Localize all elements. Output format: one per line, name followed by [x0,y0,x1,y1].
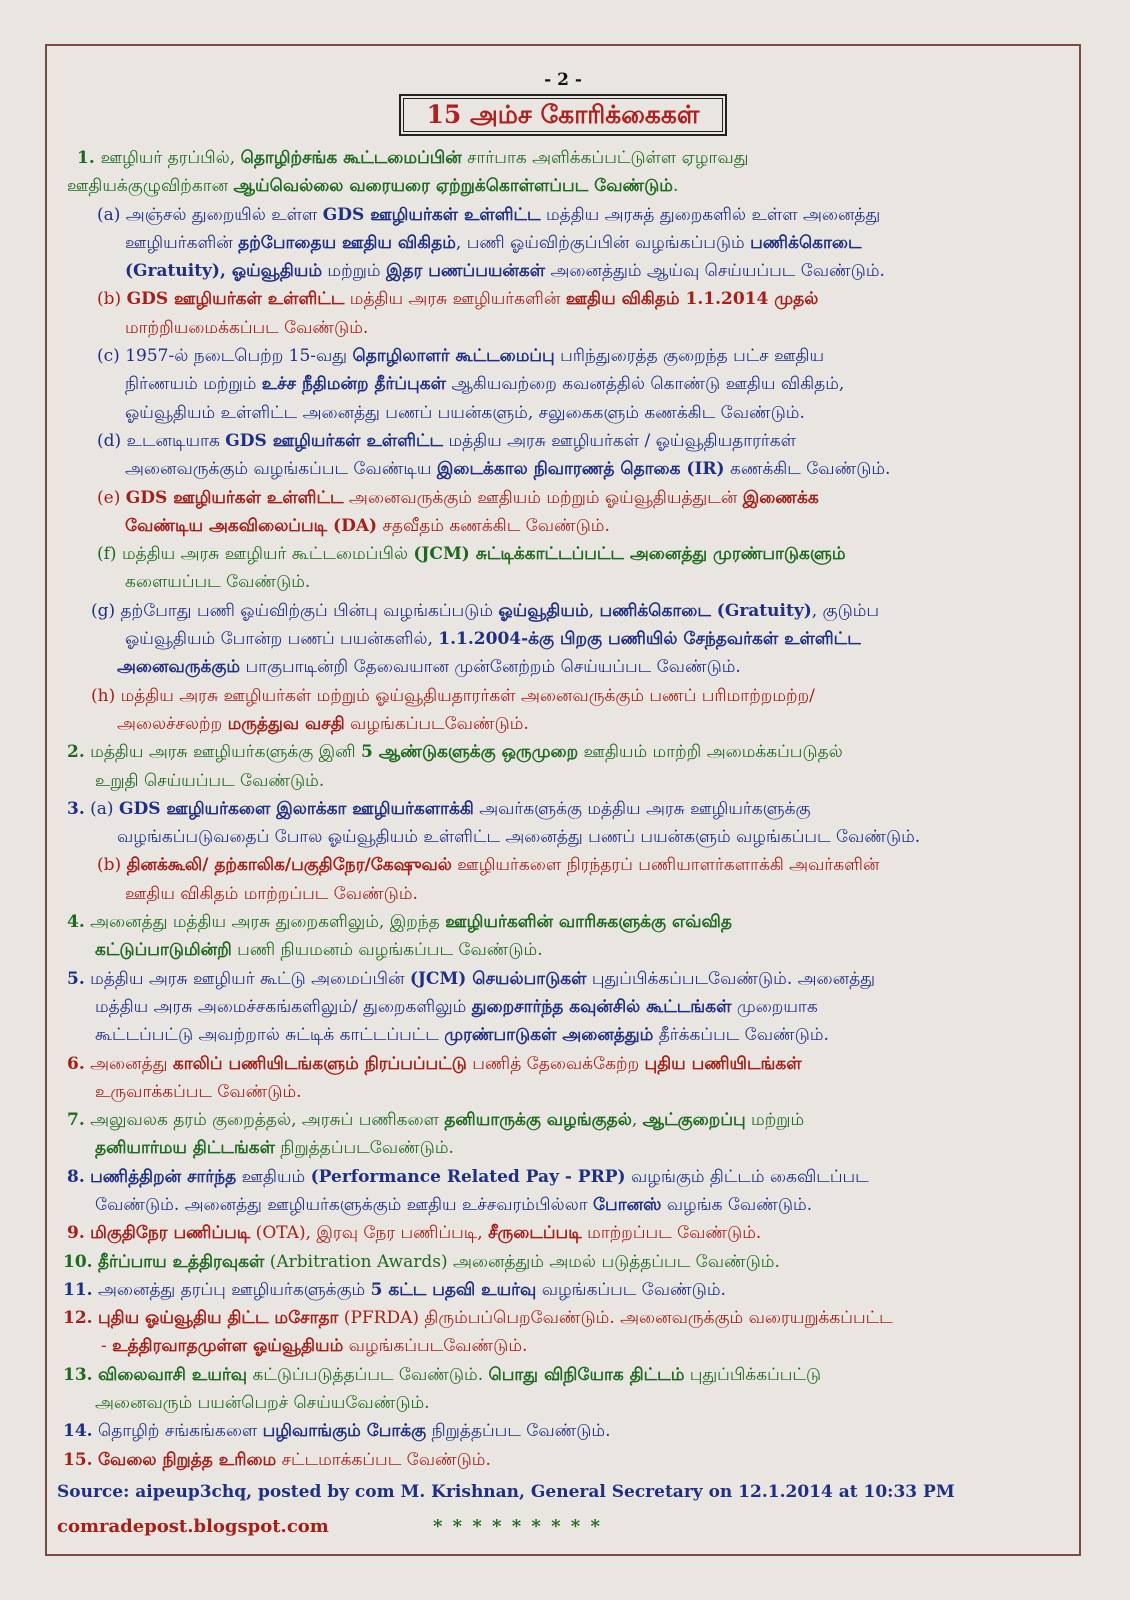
emphasis-text: 14. [63,1421,93,1442]
body-text: (OTA), இரவு நேர பணிப்படி, [250,1223,489,1244]
demand-line [57,823,1069,851]
body-text: உறுதி செய்யப்பட வேண்டும். [95,770,325,791]
demand-line [57,568,1069,596]
emphasis-text: ஊழியர்களின் வாரிசுகளுக்கு எவ்வித [445,912,732,933]
emphasis-text: புதிய பணியிடங்கள் [644,1053,802,1074]
emphasis-text: தொழிற்சங்க கூட்டமைப்பின் [240,148,462,168]
body-text: ஊழியர் தரப்பில், [100,148,241,168]
page-title: 15 அம்ச கோரிக்கைகள் [403,98,723,132]
body-text: தொழிற் சங்கங்களை [92,1421,263,1442]
demand-line [57,1446,1069,1474]
demand-line [57,1078,1069,1106]
body-text: அனைத்து தரப்பு ஊழியர்களுக்கும் [92,1279,371,1300]
emphasis-text: பணித்திறன் சார்ந்த [90,1166,237,1187]
document-content [57,70,1069,1544]
demand-line [57,512,1069,540]
body-text: உருவாக்கப்பட வேண்டும். [95,1081,302,1102]
body-text: நிர்ணயம் மற்றும் [125,374,262,395]
body-text: மற்றும் [322,261,386,282]
body-text: மாற்றப்பட வேண்டும். [581,1223,762,1244]
emphasis-text: 11. [63,1279,93,1300]
emphasis-text: தற்போதைய ஊதிய விகிதம் [238,232,456,253]
body-text: (b) [97,855,127,876]
body-text: - [101,1336,113,1357]
body-text: மத்திய அரசு அமைச்சகங்களிலும்/ துறைகளிலும் [95,996,472,1017]
body-text: வழங்கும் திட்டம் கைவிடப்பட [625,1166,869,1187]
demand-line [57,1134,1069,1162]
title-box [399,94,727,136]
body-text: (f) மத்திய அரசு ஊழியர் கூட்டமைப்பில் [97,544,414,565]
blog-url[interactable]: comradepost.blogspot.com [57,1515,329,1537]
demand-line [57,1417,1069,1445]
body-text: ஓய்வூதியம் உள்ளிட்ட அனைத்து பணப் பயன்களும், சலுகைகளும் கணக்கிட வேண்டும். [125,402,805,423]
body-text: , [631,1110,643,1131]
body-text: ஊழியர்களின் [125,232,239,253]
emphasis-text: முரண்பாடுகள் அனைத்தும் [444,1025,654,1046]
body-text: அனைத்தும் ஆய்வு செய்யப்பட வேண்டும். [545,261,885,282]
body-text: மத்திய அரசுத் துறைகளில் உள்ள அனைத்து [540,204,881,225]
demand-line [57,257,1069,285]
body-text: மாற்றியமைக்கப்பட வேண்டும். [125,317,369,338]
emphasis-text: 12. [63,1308,93,1329]
demand-line [57,710,1069,738]
demand-line [57,625,1069,653]
demand-line [57,965,1069,993]
demand-line [57,427,1069,455]
body-text: வழங்கப்படவேண்டும். [344,713,529,734]
emphasis-text: விலைவாசி உயர்வு [97,1364,248,1385]
body-text: ஊதியம் மாற்றி அமைக்கப்படுதல் [578,742,843,763]
body-text: , [588,600,600,621]
body-text: சட்டமாக்கப்பட வேண்டும். [276,1449,491,1470]
body-text: அலைச்சலற்ற [117,713,228,734]
demand-line [57,936,1069,964]
body-text: அனைத்து மத்திய அரசு துறைகளிலும், இறந்த [84,912,446,933]
emphasis-text: 10. [63,1251,93,1272]
demand-line [57,738,1069,766]
demand-line [57,880,1069,908]
body-text: அவர்களுக்கு மத்திய அரசு ஊழியர்களுக்கு [473,798,811,819]
demand-line [57,1248,1069,1276]
emphasis-text: கட்டுப்பாடுமின்றி [95,940,232,961]
emphasis-text: (JCM) சுட்டிக்காட்டப்பட்ட அனைத்து முரண்பாடுகளும் [413,544,846,565]
emphasis-text: 9. [67,1223,85,1244]
demand-line [57,1163,1069,1191]
body-text: பணித் தேவைக்கேற்ற [466,1053,645,1074]
emphasis-text: 6. [67,1053,85,1074]
body-text: ஆகியவற்றை கவனத்தில் கொண்டு ஊதிய விகிதம், [445,374,845,395]
body-text: ஊதியக்குழுவிற்கான [67,176,234,197]
demand-line [57,455,1069,483]
emphasis-text: இணைக்க [742,487,819,508]
body-text: அனைத்து [84,1053,173,1074]
body-text: மத்திய அரசு ஊழியர்களின் [344,289,566,310]
emphasis-text: (Performance Related Pay - PRP) [310,1166,626,1187]
emphasis-text: துறைசார்ந்த கவுன்சில் கூட்டங்கள் [471,996,732,1017]
body-text: களையப்பட வேண்டும். [125,572,311,593]
body-text: வழங்கப்படுவதைப் போல ஓய்வூதியம் உள்ளிட்ட அனைத்து பணப் பயன்களும் வழங்கப்பட வேண்டும். [117,827,921,848]
demand-line [57,1304,1069,1332]
emphasis-text: 1.1.2004-க்கு பிறகு பணியில் சேந்தவர்கள் உள்ளிட்ட [438,629,861,650]
emphasis-text: 3. [67,798,85,819]
emphasis-text: உச்ச நீதிமன்ற தீர்ப்புகள் [261,374,446,395]
demand-line [57,484,1069,512]
emphasis-text: தனியார்மய திட்டங்கள் [95,1138,276,1159]
demand-line [57,597,1069,625]
emphasis-text: இதர பணப்பயன்கள் [385,261,546,282]
emphasis-text: வேலை நிறுத்த உரிமை [97,1449,277,1470]
emphasis-text: தொழிலாளர் கூட்டமைப்பு [352,346,555,367]
emphasis-text: (JCM) செயல்பாடுகள் [409,968,587,989]
body-text: கட்டுப்படுத்தப்பட வேண்டும். [247,1364,489,1385]
emphasis-text: பழிவாங்கும் போக்கு [262,1421,427,1442]
demand-line [57,993,1069,1021]
demand-line [57,342,1069,370]
emphasis-text: பணிக்கொடை [750,232,862,253]
emphasis-text: 5 ஆண்டுகளுக்கு ஒருமுறை [360,742,579,763]
body-text: சார்பாக அளிக்கப்பட்டுள்ள ஏழாவது [461,148,749,168]
demand-line [57,1021,1069,1049]
demand-line [57,399,1069,427]
demand-line [57,229,1069,257]
emphasis-text: புதிய ஓய்வூதிய திட்ட மசோதா [97,1308,339,1329]
demand-line [57,1389,1069,1417]
body-text: வழங்கப்படவேண்டும். [343,1336,528,1357]
body-text: (h) மத்திய அரசு ஊழியர்கள் மற்றும் ஓய்வூதியதாரர்கள் அனைவருக்கும் பணப் பரிமாற்றமற்ற/ [91,685,815,706]
body-text: (d) உடனடியாக [97,430,226,451]
body-text: கணக்கிட வேண்டும். [724,459,891,480]
emphasis-text: வேண்டிய அகவிலைப்படி (DA) [125,515,378,536]
demand-line [57,908,1069,936]
body-text: மத்திய அரசு ஊழியர்களுக்கு இனி [84,742,361,763]
emphasis-text: 2. [67,742,85,763]
body-text: பணி நியமனம் வழங்கப்பட வேண்டும். [231,940,543,961]
body-text: ஊதியம் [236,1166,311,1187]
demand-line [57,1219,1069,1247]
body-text: நிறுத்தப்படவேண்டும். [275,1138,454,1159]
body-text: ஓய்வூதியம் போன்ற பணப் பயன்களில், [125,629,439,650]
emphasis-text: 4. [67,912,85,933]
emphasis-text: உத்திரவாதமுள்ள ஓய்வூதியம் [112,1336,344,1357]
body-text: (c) 1957-ல் நடைபெற்ற 15-வது [97,346,353,367]
demands-list [57,144,1069,1474]
demand-line [57,1361,1069,1389]
emphasis-text: (Gratuity), ஓய்வூதியம் [125,261,323,282]
emphasis-text: 1. [77,148,101,168]
body-text: (b) [97,289,127,310]
demand-line [57,314,1069,342]
demand-line [57,1050,1069,1078]
source-line: Source: aipeup3chq, posted by com M. Krishnan, General Secretary on 12.1.2014 at 10:33 PM [57,1481,955,1502]
emphasis-text: 8. [67,1166,85,1187]
body-text: மத்திய அரசு ஊழியர் கூட்டு அமைப்பின் [84,968,410,989]
body-text: (a) அஞ்சல் துறையில் உள்ள [97,204,323,225]
emphasis-text: 7. [67,1110,85,1131]
emphasis-text: ஆட்குறைப்பு [642,1110,746,1131]
emphasis-text: மிகுதிநேர பணிப்படி [90,1223,251,1244]
body-text: சதவீதம் கணக்கிட வேண்டும். [377,515,610,536]
body-text: மற்றும் [745,1110,805,1131]
emphasis-text: பணிக்கொடை (Gratuity) [599,600,812,621]
demand-line [57,370,1069,398]
body-text: கூட்டப்பட்டு அவற்றால் சுட்டிக் காட்டப்பட்ட [95,1025,445,1046]
emphasis-text: ஊதிய விகிதம் 1.1.2014 முதல் [565,289,819,310]
emphasis-text: GDS ஊழியர்களை இலாக்கா ஊழியர்களாக்கி [118,798,474,819]
body-text: வழங்க வேண்டும். [661,1194,813,1215]
emphasis-text: ஆய்வெல்லை வரையரை ஏற்றுக்கொள்ளப்பட வேண்டும் [233,176,673,197]
page-number: - 2 - [544,70,582,90]
emphasis-text: GDS ஊழியர்கள் உள்ளிட்ட [322,204,541,225]
demand-line [57,851,1069,879]
demand-line [57,767,1069,795]
demand-line [57,201,1069,229]
page-frame [45,44,1081,1556]
emphasis-text: தினக்கூலி/ தற்காலிக/பகுதிநேர/கேஷுவல் [126,855,452,876]
emphasis-text: காலிப் பணியிடங்களும் நிரப்பப்பட்டு [172,1053,467,1074]
emphasis-text: 5 கட்ட பதவி உயர்வு [370,1279,537,1300]
body-text: , குடும்ப [811,600,880,621]
body-text: அனைவருக்கும் வழங்கப்பட வேண்டிய [125,459,437,480]
body-text: வழங்கப்பட வேண்டும். [536,1279,726,1300]
demand-line [57,172,1069,200]
body-text: ஊழியர்களை நிரந்தரப் பணியாளர்களாக்கி அவர்களின் [451,855,880,876]
demand-line [57,1191,1069,1219]
body-text: (g) தற்போது பணி ஓய்விற்குப் பின்பு வழங்கப்படும் [91,600,499,621]
emphasis-text: தனியாருக்கு வழங்குதல் [444,1110,632,1131]
emphasis-text: GDS ஊழியர்கள் உள்ளிட்ட [125,487,344,508]
body-text: அலுவலக தரம் குறைத்தல், அரசுப் பணிகளை [84,1110,445,1131]
body-text: புதுப்பிக்கப்பட்டு [684,1364,822,1385]
demand-line [57,1276,1069,1304]
emphasis-text: போனஸ் [592,1194,662,1215]
body-text: , பணி ஓய்விற்குப்பின் வழங்கப்படும் [455,232,751,253]
body-text: (e) [97,487,126,508]
emphasis-text: மருத்துவ வசதி [227,713,345,734]
emphasis-text: GDS ஊழியர்கள் உள்ளிட்ட [126,289,345,310]
demand-line [57,795,1069,823]
body-text: பாகுபாடின்றி தேவையான முன்னேற்றம் செய்யப்பட வேண்டும். [240,657,741,678]
footer [57,1510,1069,1544]
emphasis-text: அனைவருக்கும் [117,657,241,678]
emphasis-text: தீர்ப்பாய உத்திரவுகள் [97,1251,265,1272]
demand-line [57,1332,1069,1360]
body-text: ஊதிய விகிதம் மாற்றப்பட வேண்டும். [125,883,418,904]
demand-line [57,285,1069,313]
body-text: முறையாக [731,996,818,1017]
demand-line [57,540,1069,568]
body-text: தீர்க்கப்பட வேண்டும். [653,1025,829,1046]
emphasis-text: GDS ஊழியர்கள் உள்ளிட்ட [225,430,444,451]
demand-line [57,682,1069,710]
emphasis-text: 13. [63,1364,93,1385]
emphasis-text: இடைக்கால நிவாரணத் தொகை (IR) [436,459,725,480]
emphasis-text: ஓய்வூதியம் [498,600,589,621]
body-text: புதுப்பிக்கப்படவேண்டும். அனைத்து [586,968,875,989]
demand-line [57,653,1069,681]
emphasis-text: பொது விநியோக திட்டம் [488,1364,685,1385]
body-text: அனைவரும் பயன்பெறச் செய்யவேண்டும். [95,1393,430,1414]
body-text: (a) [84,798,119,819]
body-text: (PFRDA) திரும்பப்பெறவேண்டும். அனைவருக்கும் வரையறுக்கப்பட்ட [338,1308,893,1329]
emphasis-text: 15. [63,1449,93,1470]
body-text: வேண்டும். அனைத்து ஊழியர்களுக்கும் ஊதிய உச்சவரம்பில்லா [95,1194,593,1215]
body-text: பரிந்துரைத்த குறைந்த பட்ச ஊதிய [554,346,825,367]
demand-line [57,144,1069,172]
body-text: (Arbitration Awards) அனைத்தும் அமல் படுத்தப்பட வேண்டும். [264,1251,780,1272]
body-text: அனைவருக்கும் ஊதியம் மற்றும் ஓய்வூதியத்துடன் [343,487,743,508]
body-text: . [672,176,679,197]
demand-line [57,1106,1069,1134]
body-text: நிறுத்தப்பட வேண்டும். [426,1421,611,1442]
stars-separator: * * * * * * * * * [433,1515,602,1537]
body-text: மத்திய அரசு ஊழியர்கள் / ஓய்வூதியதாரர்கள் [443,430,796,451]
emphasis-text: 5. [67,968,85,989]
emphasis-text: சீருடைப்படி [488,1223,582,1244]
